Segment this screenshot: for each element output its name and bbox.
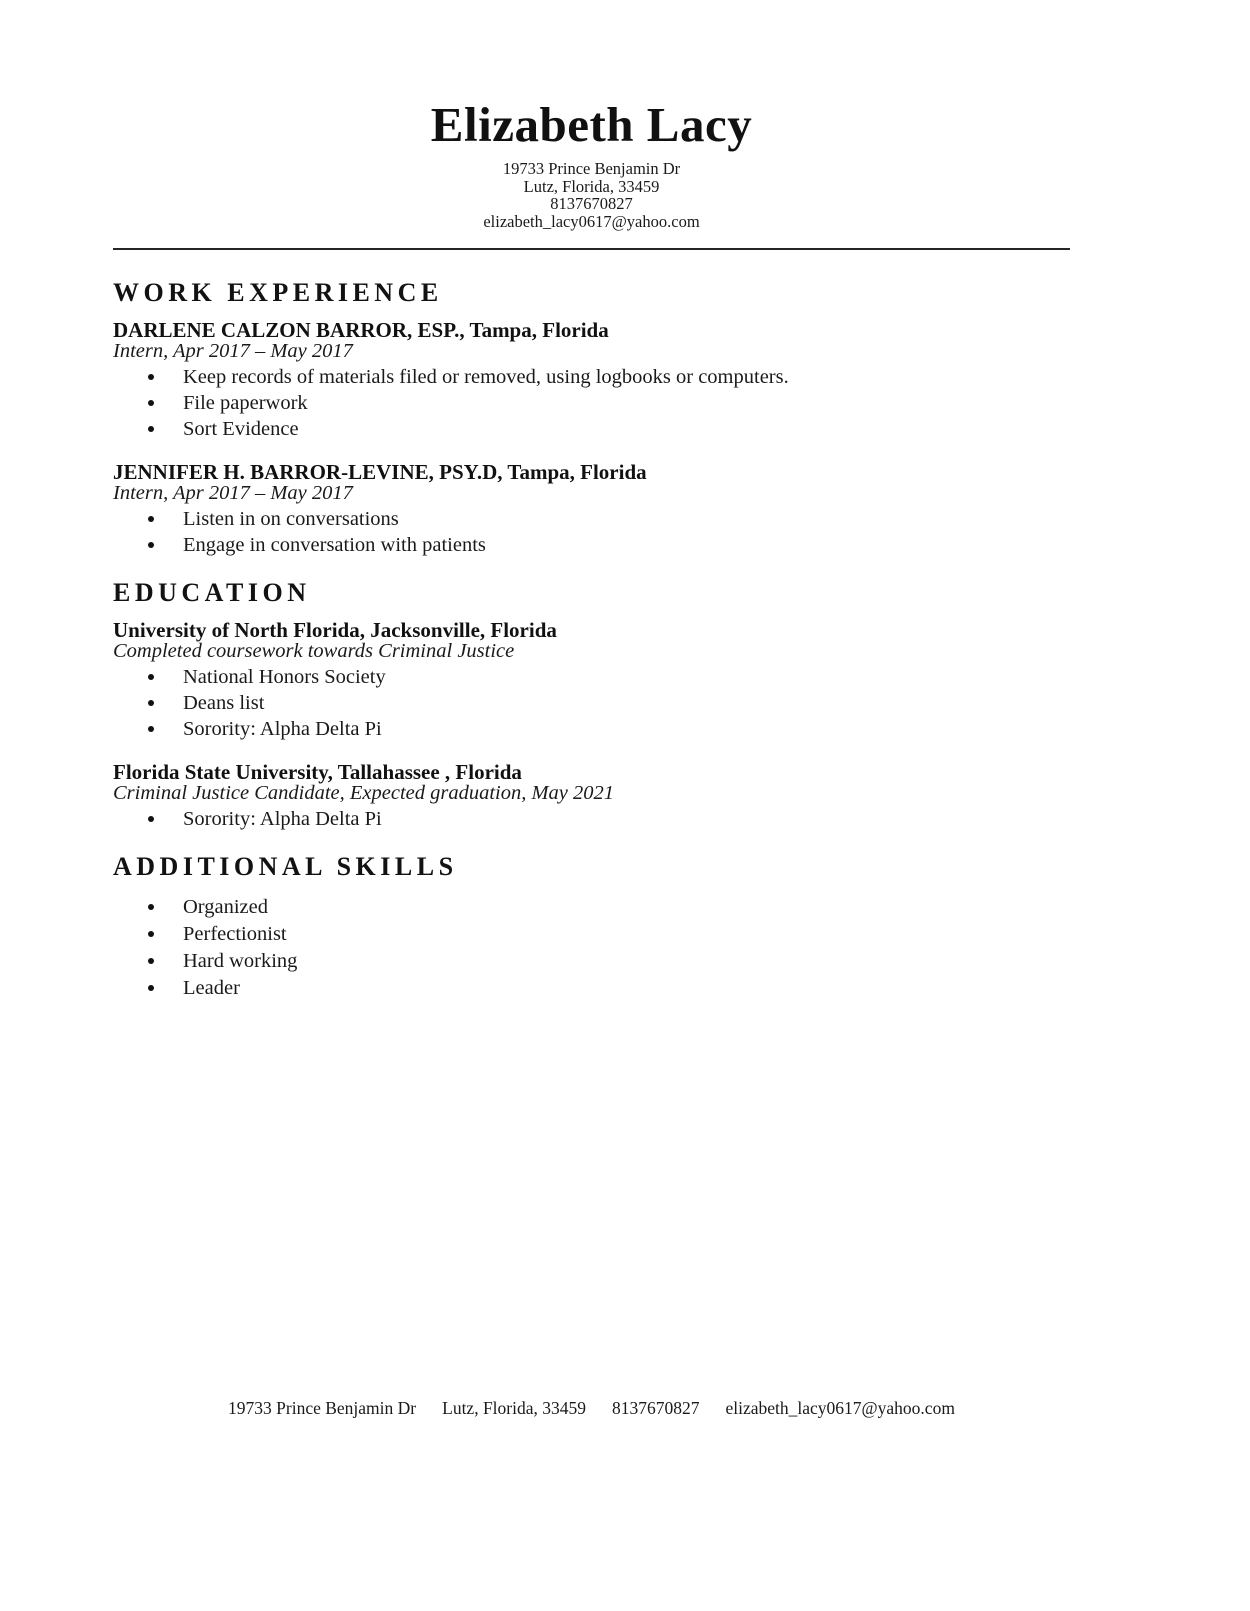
entry-subtitle: Intern, Apr 2017 – May 2017 (113, 340, 353, 362)
contact-block (113, 160, 1070, 230)
bullet-item (113, 506, 1070, 532)
bullet-icon (148, 542, 154, 548)
skill-text: Perfectionist (183, 923, 287, 945)
bullet-list (113, 664, 1070, 742)
contact-address-street: 19733 Prince Benjamin Dr (502, 159, 681, 178)
education-entry (113, 762, 1070, 832)
bullet-item (113, 806, 1070, 832)
bullet-text: File paperwork (183, 392, 308, 414)
experience-entry (113, 462, 1070, 558)
skill-item (113, 894, 1070, 921)
experience-entry (113, 320, 1070, 442)
bullet-text: Listen in on conversations (183, 508, 399, 530)
bullet-text: Sort Evidence (183, 418, 299, 440)
bullet-item (113, 532, 1070, 558)
bullet-icon (148, 726, 154, 732)
entry-subtitle: Completed coursework towards Criminal Justice (113, 640, 515, 662)
entry-title: DARLENE CALZON BARROR, ESP., Tampa, Florida (113, 318, 609, 342)
bullet-text: Deans list (183, 692, 265, 714)
skill-item (113, 948, 1070, 975)
bullet-icon (148, 816, 154, 822)
footer-address-city: Lutz, Florida, 33459 (442, 1398, 586, 1418)
bullet-icon (148, 674, 154, 680)
entry-subtitle: Intern, Apr 2017 – May 2017 (113, 482, 353, 504)
bullet-list (113, 506, 1070, 558)
education-entry (113, 620, 1070, 742)
bullet-list (113, 806, 1070, 832)
contact-address-city: Lutz, Florida, 33459 (523, 176, 660, 196)
bullet-icon (148, 426, 154, 432)
bullet-icon (148, 400, 154, 406)
footer-address-street: 19733 Prince Benjamin Dr (228, 1398, 417, 1418)
contact-phone: 8137670827 (550, 194, 633, 213)
section-heading-work-experience: WORK EXPERIENCE (113, 278, 443, 307)
bullet-item (113, 664, 1070, 690)
skill-text: Organized (183, 896, 269, 918)
skill-text: Hard working (183, 950, 298, 972)
entry-subtitle: Criminal Justice Candidate, Expected graduation, May 2021 (113, 782, 615, 804)
bullet-icon (148, 516, 154, 522)
footer (113, 1398, 1070, 1418)
bullet-text: National Honors Society (183, 666, 386, 688)
bullet-text: Keep records of materials filed or removed, using logbooks or computers. (183, 366, 789, 388)
bullet-list (113, 364, 1070, 442)
bullet-icon (148, 958, 154, 964)
skill-item (113, 921, 1070, 948)
bullet-text: Sorority: Alpha Delta Pi (183, 718, 382, 740)
bullet-icon (148, 700, 154, 706)
resume-content (113, 0, 1070, 1002)
skill-text: Leader (183, 977, 240, 999)
section-heading-education: EDUCATION (113, 578, 311, 607)
header-divider (113, 248, 1070, 250)
skill-item (113, 975, 1070, 1002)
bullet-item (113, 716, 1070, 742)
footer-email: elizabeth_lacy0617@yahoo.com (725, 1398, 955, 1418)
entry-title: University of North Florida, Jacksonville, Florida (113, 618, 557, 642)
bullet-item (113, 390, 1070, 416)
bullet-icon (148, 985, 154, 991)
footer-phone: 8137670827 (612, 1398, 700, 1418)
bullet-icon (148, 374, 154, 380)
bullet-text: Sorority: Alpha Delta Pi (183, 808, 382, 830)
bullet-item (113, 364, 1070, 390)
bullet-item (113, 416, 1070, 442)
entry-title: Florida State University, Tallahassee , Florida (113, 760, 522, 784)
resume-name: Elizabeth Lacy (430, 97, 753, 152)
bullet-item (113, 690, 1070, 716)
bullet-icon (148, 931, 154, 937)
bullet-text: Engage in conversation with patients (183, 534, 486, 556)
bullet-icon (148, 904, 154, 910)
entry-title: JENNIFER H. BARROR-LEVINE, PSY.D, Tampa, Florida (113, 460, 647, 484)
skills-list (113, 894, 1070, 1002)
section-heading-additional-skills: ADDITIONAL SKILLS (113, 852, 458, 881)
contact-email: elizabeth_lacy0617@yahoo.com (483, 211, 700, 231)
